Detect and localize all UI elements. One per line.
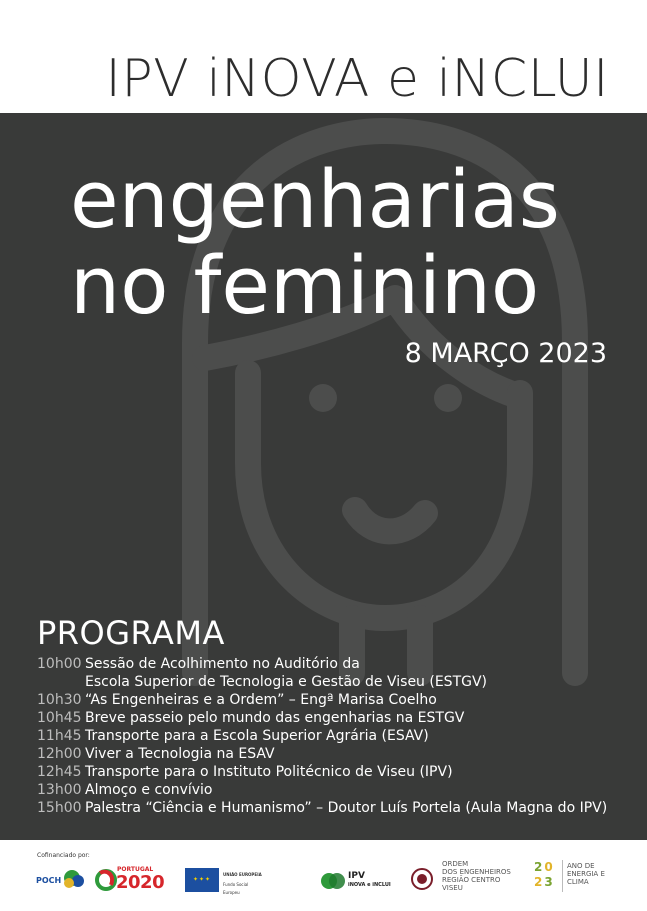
portugal-swirl-icon [95,867,117,893]
eu-flag-icon: ✦✦✦ [185,868,219,892]
schedule-description: Transporte para o Instituto Politécnico de Viseu (IPV) [85,764,453,780]
schedule-item [37,745,617,763]
ordem-line: ORDEM [442,860,469,868]
ipv-text: IPV [348,871,365,881]
schedule-item [37,781,617,799]
p2020-text: 2020 [116,872,165,893]
headline [70,154,560,332]
ordem-engenheiros-logo [410,860,525,900]
headline-line-2: no feminino [70,240,540,332]
sponsor-footer [0,840,647,911]
ano-energia-clima-logo [534,860,624,900]
schedule-time: 12h45 [37,764,82,780]
ano-line: ENERGIA E [567,870,605,878]
ano-divider [562,860,563,892]
schedule-time: 15h00 [37,800,82,816]
schedule-description: Viver a Tecnologia na ESAV [85,746,275,762]
headline-line-1: engenharias [70,154,560,246]
ordem-line: VISEU [442,884,463,892]
schedule-item [37,691,617,709]
schedule-time: 12h00 [37,746,82,762]
schedule-description: Breve passeio pelo mundo das engenharias na ESTGV [85,710,465,726]
ordem-line: DOS ENGENHEIROS [442,868,511,876]
ano-digit: 3 [544,875,553,889]
schedule-description [85,655,617,691]
event-series-title: IPV iNOVA e iNCLUI [105,49,609,109]
schedule-description: “As Engenheiras e a Ordem” – Engª Marisa Coelho [85,692,437,708]
portugal-2020-logo [95,866,175,894]
schedule-description: Palestra “Ciência e Humanismo” – Doutor Luís Portela (Aula Magna do IPV) [85,800,608,816]
ano-text [567,862,605,886]
program-title: PROGRAMA [37,614,225,652]
schedule-item [37,655,617,691]
ipv-circles-icon [320,871,346,891]
ano-digit: 0 [544,860,553,874]
ano-digit: 2 [534,860,543,874]
schedule-time: 13h00 [37,782,82,798]
schedule-description: Almoço e convívio [85,782,213,798]
eu-logo [185,868,265,895]
schedule-time: 10h45 [37,710,82,726]
schedule-item [37,763,617,781]
eu-fund: Fundo Social Europeu [223,882,249,895]
cofinanced-label: Cofinanciado por: [37,852,90,859]
schedule-line: Escola Superior de Tecnologia e Gestão de Viseu (ESTGV) [85,674,488,690]
poch-logo [36,868,86,890]
schedule-description: Transporte para a Escola Superior Agrária (ESAV) [85,728,429,744]
program-schedule [37,655,617,817]
header-band [0,0,647,113]
ordem-text [442,860,511,892]
ordem-seal-icon [410,863,434,895]
ano-digits [534,860,560,890]
schedule-line: Sessão de Acolhimento no Auditório da [85,656,360,672]
ano-digit: 2 [534,875,543,889]
event-date: 8 MARÇO 2023 [404,338,607,369]
ordem-line: REGIÃO CENTRO [442,876,501,884]
schedule-item [37,799,617,817]
schedule-time: 11h45 [37,728,82,744]
ipv-subtext: iNOVA e iNCLUI [348,882,391,888]
poch-text: POCH [36,876,62,885]
ano-line: ANO DE [567,862,595,870]
portugal-text: PORTUGAL [117,866,154,873]
ano-line: CLIMA [567,878,589,886]
ipv-logo [320,870,395,892]
schedule-time: 10h30 [37,692,82,708]
schedule-item [37,727,617,745]
schedule-time: 10h00 [37,656,82,672]
schedule-item [37,709,617,727]
eu-name: UNIÃO EUROPEIA [223,872,262,877]
